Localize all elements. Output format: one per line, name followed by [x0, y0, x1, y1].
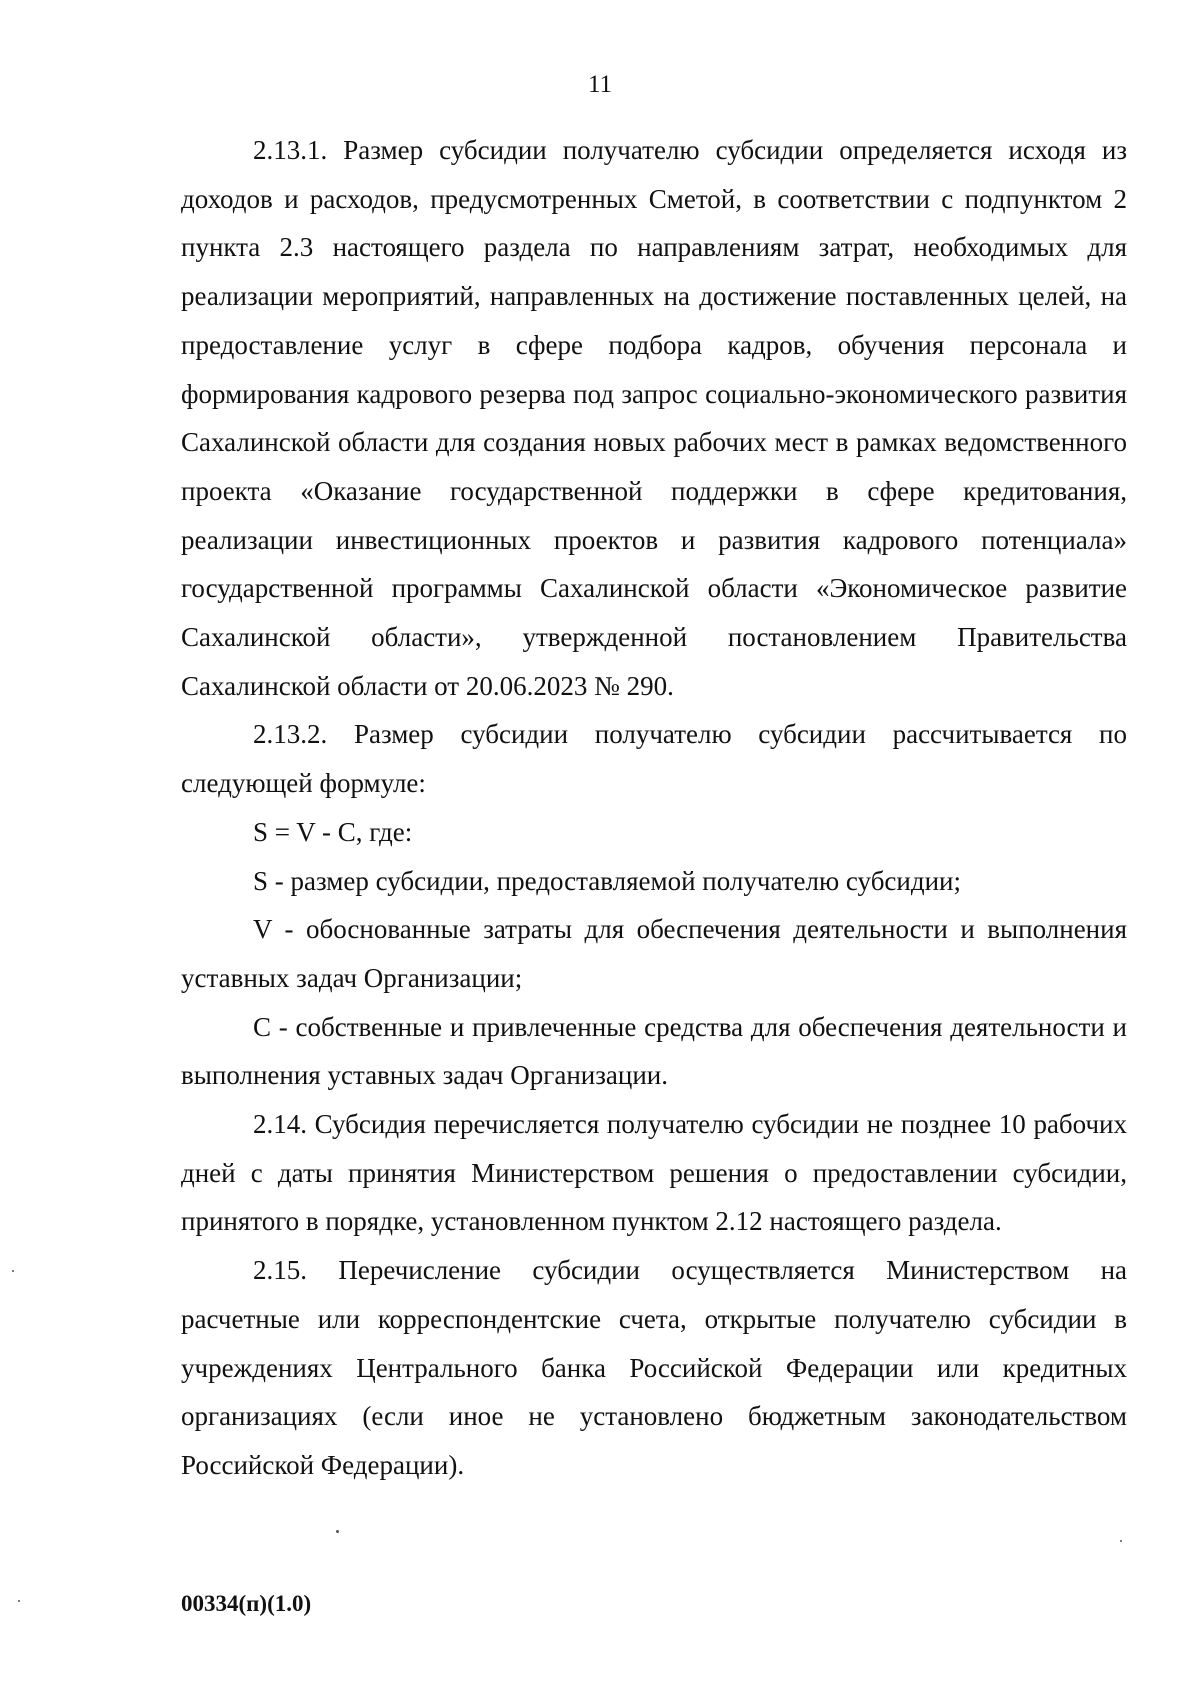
scan-speck: [18, 1600, 20, 1602]
page-number: 11: [587, 71, 613, 98]
definition-c: C - собственные и привлеченные средства для обеспечения деятельности и выполнения уставных задач Организации.: [181, 1011, 1127, 1091]
scan-speck: [12, 1270, 14, 1272]
formula-line: S = V - C, где:: [253, 816, 413, 847]
document-code: 00334(п)(1.0): [181, 1591, 312, 1616]
scan-speck: [336, 1530, 339, 1533]
paragraph-2-14: 2.14. Субсидия перечисляется получателю субсидии не позднее 10 рабочих дней с даты принятия Министерством решения о предоставлении субсидии, принятого в порядке, установленном пунктом 2.12 настоящего раздела.: [181, 1109, 1127, 1237]
scan-speck: [1120, 1540, 1122, 1542]
paragraph-2-13-1: 2.13.1. Размер субсидии получателю субсидии определяется исходя из доходов и расходов, предусмотренных Сметой, в соответствии с подпунктом 2 пункта 2.3 настоящего раздела по направлениям затрат, необходимых для реализации мероприятий, направленных на достижение поставленных целей, на предоставление услуг в сфере подбора кадров, обучения персонала и формирования кадрового резерва под запрос социально-экономического развития Сахалинской области для создания новых рабочих мест в рамках ведомственного проекта «Оказание государственной поддержки в сфере кредитования, реализации инвестиционных проектов и развития кадрового потенциала» государственной программы Сахалинской области «Экономическое развитие Сахалинской области», утвержденной постановлением Правительства Сахалинской области от 20.06.2023 № 290.: [181, 135, 1127, 701]
paragraph-2-13-2: 2.13.2. Размер субсидии получателю субсидии рассчитывается по следующей формуле:: [181, 719, 1127, 799]
paragraph-2-15: 2.15. Перечисление субсидии осуществляется Министерством на расчетные или корреспондентские счета, открытые получателю субсидии в учреждениях Центрального банка Российской Федерации или кредитных организациях (если иное не установлено бюджетным законодательством Российской Федерации).: [181, 1255, 1127, 1480]
definition-v: V - обоснованные затраты для обеспечения деятельности и выполнения уставных задач Организации;: [181, 914, 1127, 993]
document-body: [181, 126, 1127, 1490]
definition-s: S - размер субсидии, предоставляемой получателю субсидии;: [253, 865, 961, 896]
